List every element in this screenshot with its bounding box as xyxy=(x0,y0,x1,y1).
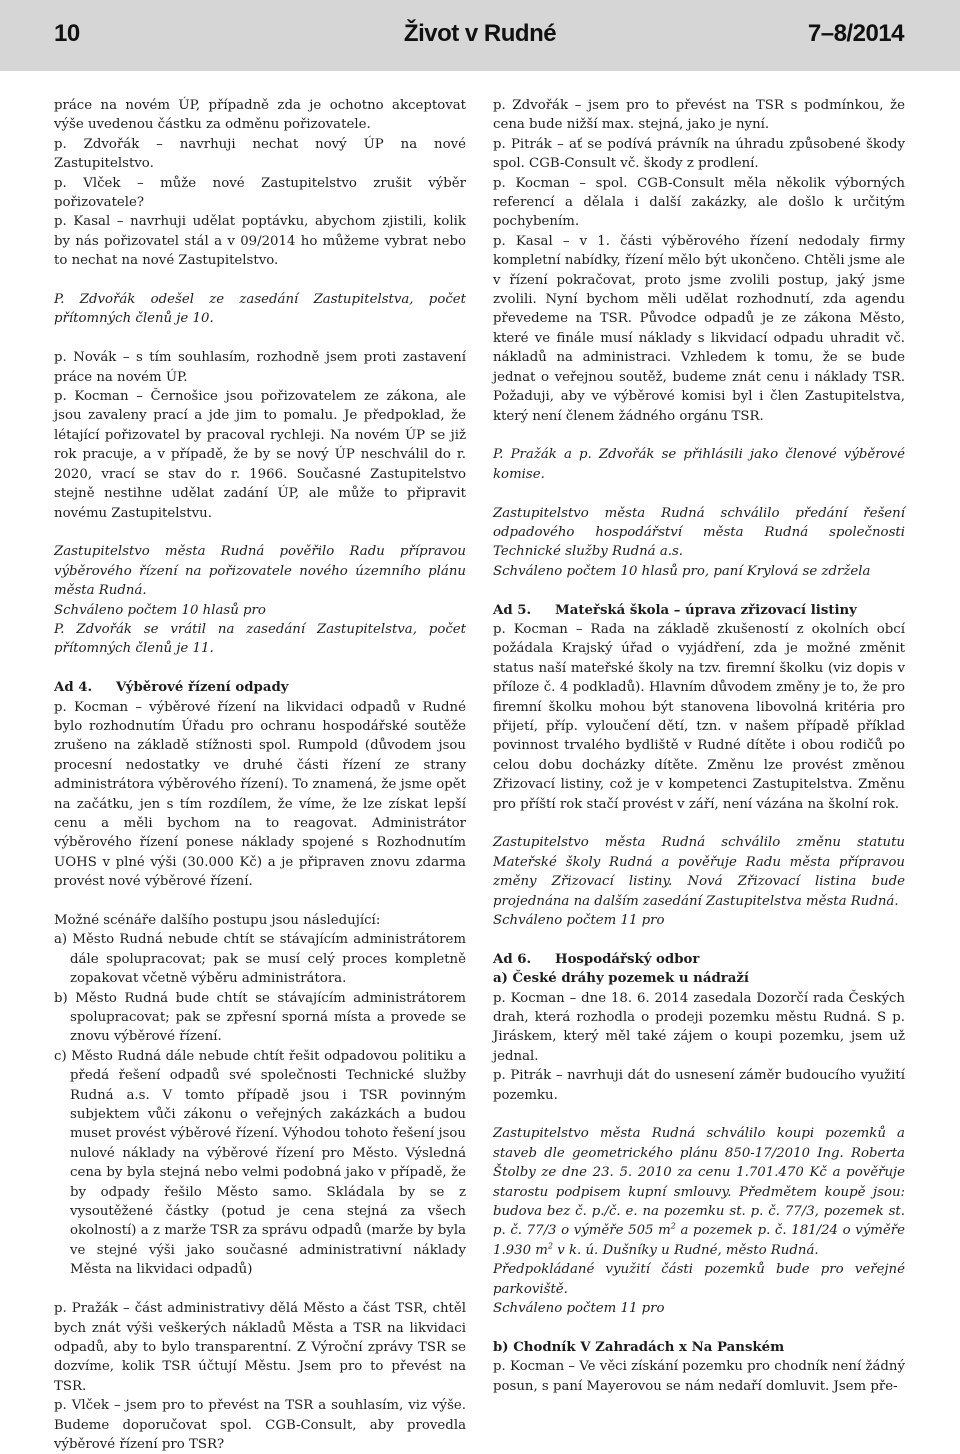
paragraph: p. Kocman – dne 18. 6. 2014 zasedala Dozorčí rada Českých drah, která rozhodla o prodeji pozemku městu Rudná. S p. Jiráskem, který měl také zájem o koupi pozemku, jsem už jednal. xyxy=(493,990,905,1064)
page-header xyxy=(0,0,960,71)
paragraph: p. Kocman – Černošice jsou pořizovatelem ze zákona, ale jsou zavaleny prací a jde jim to pomalu. Je předpoklad, že létající pořizovatel by pracoval rychleji. Na novém ÚP se již rok pracuje, a v případě, že by se nový ÚP neschválil do r. 2020, vrací se stav do r. 1966. Současné Zastupitelstvo stejně nestihne udělat zadání ÚP, ale může to připravit novému Zastupitelstvu. xyxy=(54,389,466,521)
paragraph: p. Vlček – může nové Zastupitelstvo zrušit výběr pořizovatele? xyxy=(54,175,466,211)
paragraph: p. Pitrák – ať se podívá právník na úhradu způsobené škody spol. CGB-Consult vč. škody z prodlení. xyxy=(493,136,905,172)
vote-result: Schváleno počtem 11 pro xyxy=(493,913,665,928)
section-title: Výběrové řízení odpady xyxy=(116,680,289,696)
section-number: Ad 6. xyxy=(493,951,532,967)
paragraph-block xyxy=(54,348,466,523)
vote-result: Schváleno počtem 11 pro xyxy=(493,1301,665,1317)
page-number: 10 xyxy=(54,20,80,47)
attendance-note: P. Zdvořák odešel ze zasedání Zastupitelstva, počet přítomných členů je 10. xyxy=(54,292,466,327)
magazine-title: Život v Rudné xyxy=(403,20,557,47)
paragraph: p. Zdvořák – navrhuji nechat nový ÚP na nové Zastupitelstvo. xyxy=(54,136,466,172)
resolution xyxy=(54,542,466,658)
vote-result: Schváleno počtem 10 hlasů pro, paní Krylová se zdržela xyxy=(493,563,871,579)
resolution xyxy=(493,833,905,930)
list-intro: Možné scénáře dalšího postupu jsou následující: xyxy=(54,912,381,928)
paragraph-block xyxy=(493,989,905,1105)
paragraph: p. Vlček – jsem pro to převést na TSR a souhlasím, viz výše. Budeme doporučovat spol. CGB-Consult, aby provedla výběrové řízení pro TSR? xyxy=(54,1398,466,1452)
list-item: c) Město Rudná dále nebude chtít řešit odpadovou politiku a předá řešení odpadů své společnosti Technické služby Rudná a.s. V tomto případě jsou i TSR povinným subjektem vůči zákonu o veřejných zakázkách a budou muset provést výběrové řízení. Výhodou tohoto řešení jsou nulové náklady na výběrové řízení pro Město. Výsledná cena by byla stejná nebo velmi podobná jako v případě, že by odpady řešilo Město samo. Skládala by se z vysoutěžené částky (potud je cena stejná za všech okolností) a z marže TSR za správu odpadů (marže by byla ve stejné výši jako současné administrativní náklady Města na likvidaci odpadů) xyxy=(54,1048,466,1278)
vote-result: Schváleno počtem 10 hlasů pro xyxy=(54,602,266,618)
resolution-text: Zastupitelstvo města Rudná pověřilo Radu přípravou výběrového řízení na pořizovatele nového územního plánu města Rudná. xyxy=(54,544,466,599)
subsection-heading: b) Chodník V Zahradách x Na Panském xyxy=(493,1339,785,1355)
right-column xyxy=(493,96,905,1396)
list-item: b) Město Rudná bude chtít se stávajícím administrátorem spolupracovat; pak se zpřesní sporná místa a provede se znovu výběrové řízení. xyxy=(54,990,466,1045)
paragraph: p. Pitrák – navrhuji dát do usnesení záměr budoucího využití pozemku. xyxy=(493,1068,905,1103)
section-number: Ad 5. xyxy=(493,602,532,618)
scenario-list xyxy=(54,911,466,1280)
paragraph-block xyxy=(493,96,905,426)
attendance-note: P. Zdvořák se vrátil na zasedání Zastupitelstva, počet přítomných členů je 11. xyxy=(54,621,466,657)
paragraph: p. Zdvořák – jsem pro to převést na TSR s podmínkou, že cena bude nižší max. stejná, jako je nyní. xyxy=(493,98,905,133)
resolution-text: Předpokládané využití části pozemků bude pro veřejné parkoviště. xyxy=(493,1262,905,1297)
section-heading xyxy=(493,950,905,969)
section-heading xyxy=(54,678,466,697)
section-number: Ad 4. xyxy=(54,680,93,696)
section-heading xyxy=(493,601,905,620)
resolution xyxy=(493,1124,905,1318)
paragraph: p. Pražák – část administrativy dělá Město a část TSR, chtěl bych znát výši veškerých nákladů Města a TSR na likvidaci odpadů, aby to bylo transparentní. Z Výroční zprávy TSR se dozvíme, kolik TSR účtují Městu. Jsem pro to převést na TSR. xyxy=(54,1301,466,1394)
paragraph-block xyxy=(54,1299,466,1454)
paragraph: p. Kocman – spol. CGB-Consult měla několik výborných referencí a dělala i další zakázky, ale došlo k určitým pochybením. xyxy=(493,175,905,230)
left-column xyxy=(54,96,466,1454)
issue-number: 7–8/2014 xyxy=(807,20,904,47)
paragraph: p. Kasal – navrhuji udělat poptávku, abychom zjistili, kolik by nás pořizovatel stál a v 09/2014 ho můžeme vybrat nebo to nechat na nové Zastupitelstvo. xyxy=(54,214,466,269)
paragraph: p. Novák – s tím souhlasím, rozhodně jsem proti zastavení práce na novém ÚP. xyxy=(54,350,466,385)
paragraph: p. Kasal – v 1. části výběrového řízení nedodaly firmy kompletní nabídky, řízení mělo být ukončeno. Chtěli jsme ale v řízení pokračovat, proto jsme zvolili postup, jaký jsme zvolili. Nyní bychom měli udělat rozhodnutí, zda agendu převedeme na TSR. Původce odpadů je ze zákona Město, které ve finále musí náklady s likvidací odpadu uhradit vč. nákladů na administraci. Vzhledem k tomu, že se bude jednat o veřejnou soutěž, budeme znát cenu i náklady TSR. Požaduji, aby ve výběrové komisi byl i člen Zastupitelstva, který není členem žádného orgánu TSR. xyxy=(493,233,905,424)
resolution xyxy=(493,504,905,582)
subsection-heading: a) České dráhy pozemek u nádraží xyxy=(493,971,749,987)
committee-note: P. Pražák a p. Zdvořák se přihlásili jako členové výběrové komise. xyxy=(493,447,905,482)
paragraph: práce na novém ÚP, případně zda je ochotno akceptovat výše uvedenou částku za odměnu pořizovatele. xyxy=(54,98,466,133)
resolution-text: Zastupitelstvo města Rudná schválilo koupi pozemků a staveb dle geometrického plánu 850-17/2010 Ing. Roberta Štolby ze dne 23. 5. 2010 za cenu 1.701.470 Kč a pověřuje starostu podpisem kupní smlouvy. Předmětem koupě jsou: budova bez č. p./č. e. na pozemku st. p. č. 77/3, pozemek st. p. č. 77/3 o výměře 505 $m^2$ a pozemek p. č. 181/24 o výměře 1.930 $m^2$ v k. ú. Dušníky u Rudné, město Rudná. xyxy=(493,1126,905,1258)
paragraph: p. Kocman – Ve věci získání pozemku pro chodník není žádný posun, s paní Mayerovou se nám nedaří domluvit. Jsem pře- xyxy=(493,1359,905,1394)
paragraph-block xyxy=(54,96,466,271)
list-item: a) Město Rudná nebude chtít se stávajícím administrátorem dále spolupracovat; pak se musí celý proces kompletně zopakovat včetně výběru administrátora. xyxy=(54,932,466,987)
section-title: Mateřská škola – úprava zřizovací listiny xyxy=(555,602,857,618)
paragraph: p. Kocman – výběrové řízení na likvidaci odpadů v Rudné bylo rozhodnutím Úřadu pro ochranu hospodářské soutěže zrušeno na základě stížnosti spol. Rumpold (důvodem jsou procesní nedostatky ve druhé části řízení ze strany administrátora výběrového řízení). To znamená, že jsme opět na začátku, jen s tím rozdílem, že víme, že lze získat lepší cenu a měli bychom na to reagovat. Administrátor výběrového řízení ponese náklady spojené s Rozhodnutím UOHS v plné výši (30.000 Kč) a je připraven znovu zdarma provést nové výběrové řízení. xyxy=(54,699,466,890)
resolution-text: Zastupitelstvo města Rudná schválilo změnu statutu Mateřské školy Rudná a pověřuje Radu města přípravou změny Zřizovací listiny. Nová Zřizovací listina bude projednána na dalším zasedání Zastupitelstva města Rudná. xyxy=(493,835,905,909)
paragraph: p. Kocman – Rada na základě zkušeností z okolních obcí požádala Krajský úřad o vyjádření, zda je možné změnit status naší mateřské školy na tzv. firemní školku (viz dopis v příloze č. 4 podkladů). Hlavním důvodem změny je to, že pro firemní školku mohou být stanovena libovolná kritéria pro přijetí, příp. vyloučení dětí, tzn. v našem případě příklad povinnost trvalého bydliště v Rudné dítěte i obou rodičů po celou dobu docházky dítěte. Změnu lze provést změnou Zřizovací listiny, což je v kompetenci Zastupitelstva. Změnu pro příští rok stačí provést v září, není vázána na školní rok. xyxy=(493,621,905,812)
section-title: Hospodářský odbor xyxy=(555,951,700,967)
resolution-text: Zastupitelstvo města Rudná schválilo předání řešení odpadového hospodářství města Rudná společnosti Technické služby Rudná a.s. xyxy=(493,505,905,560)
